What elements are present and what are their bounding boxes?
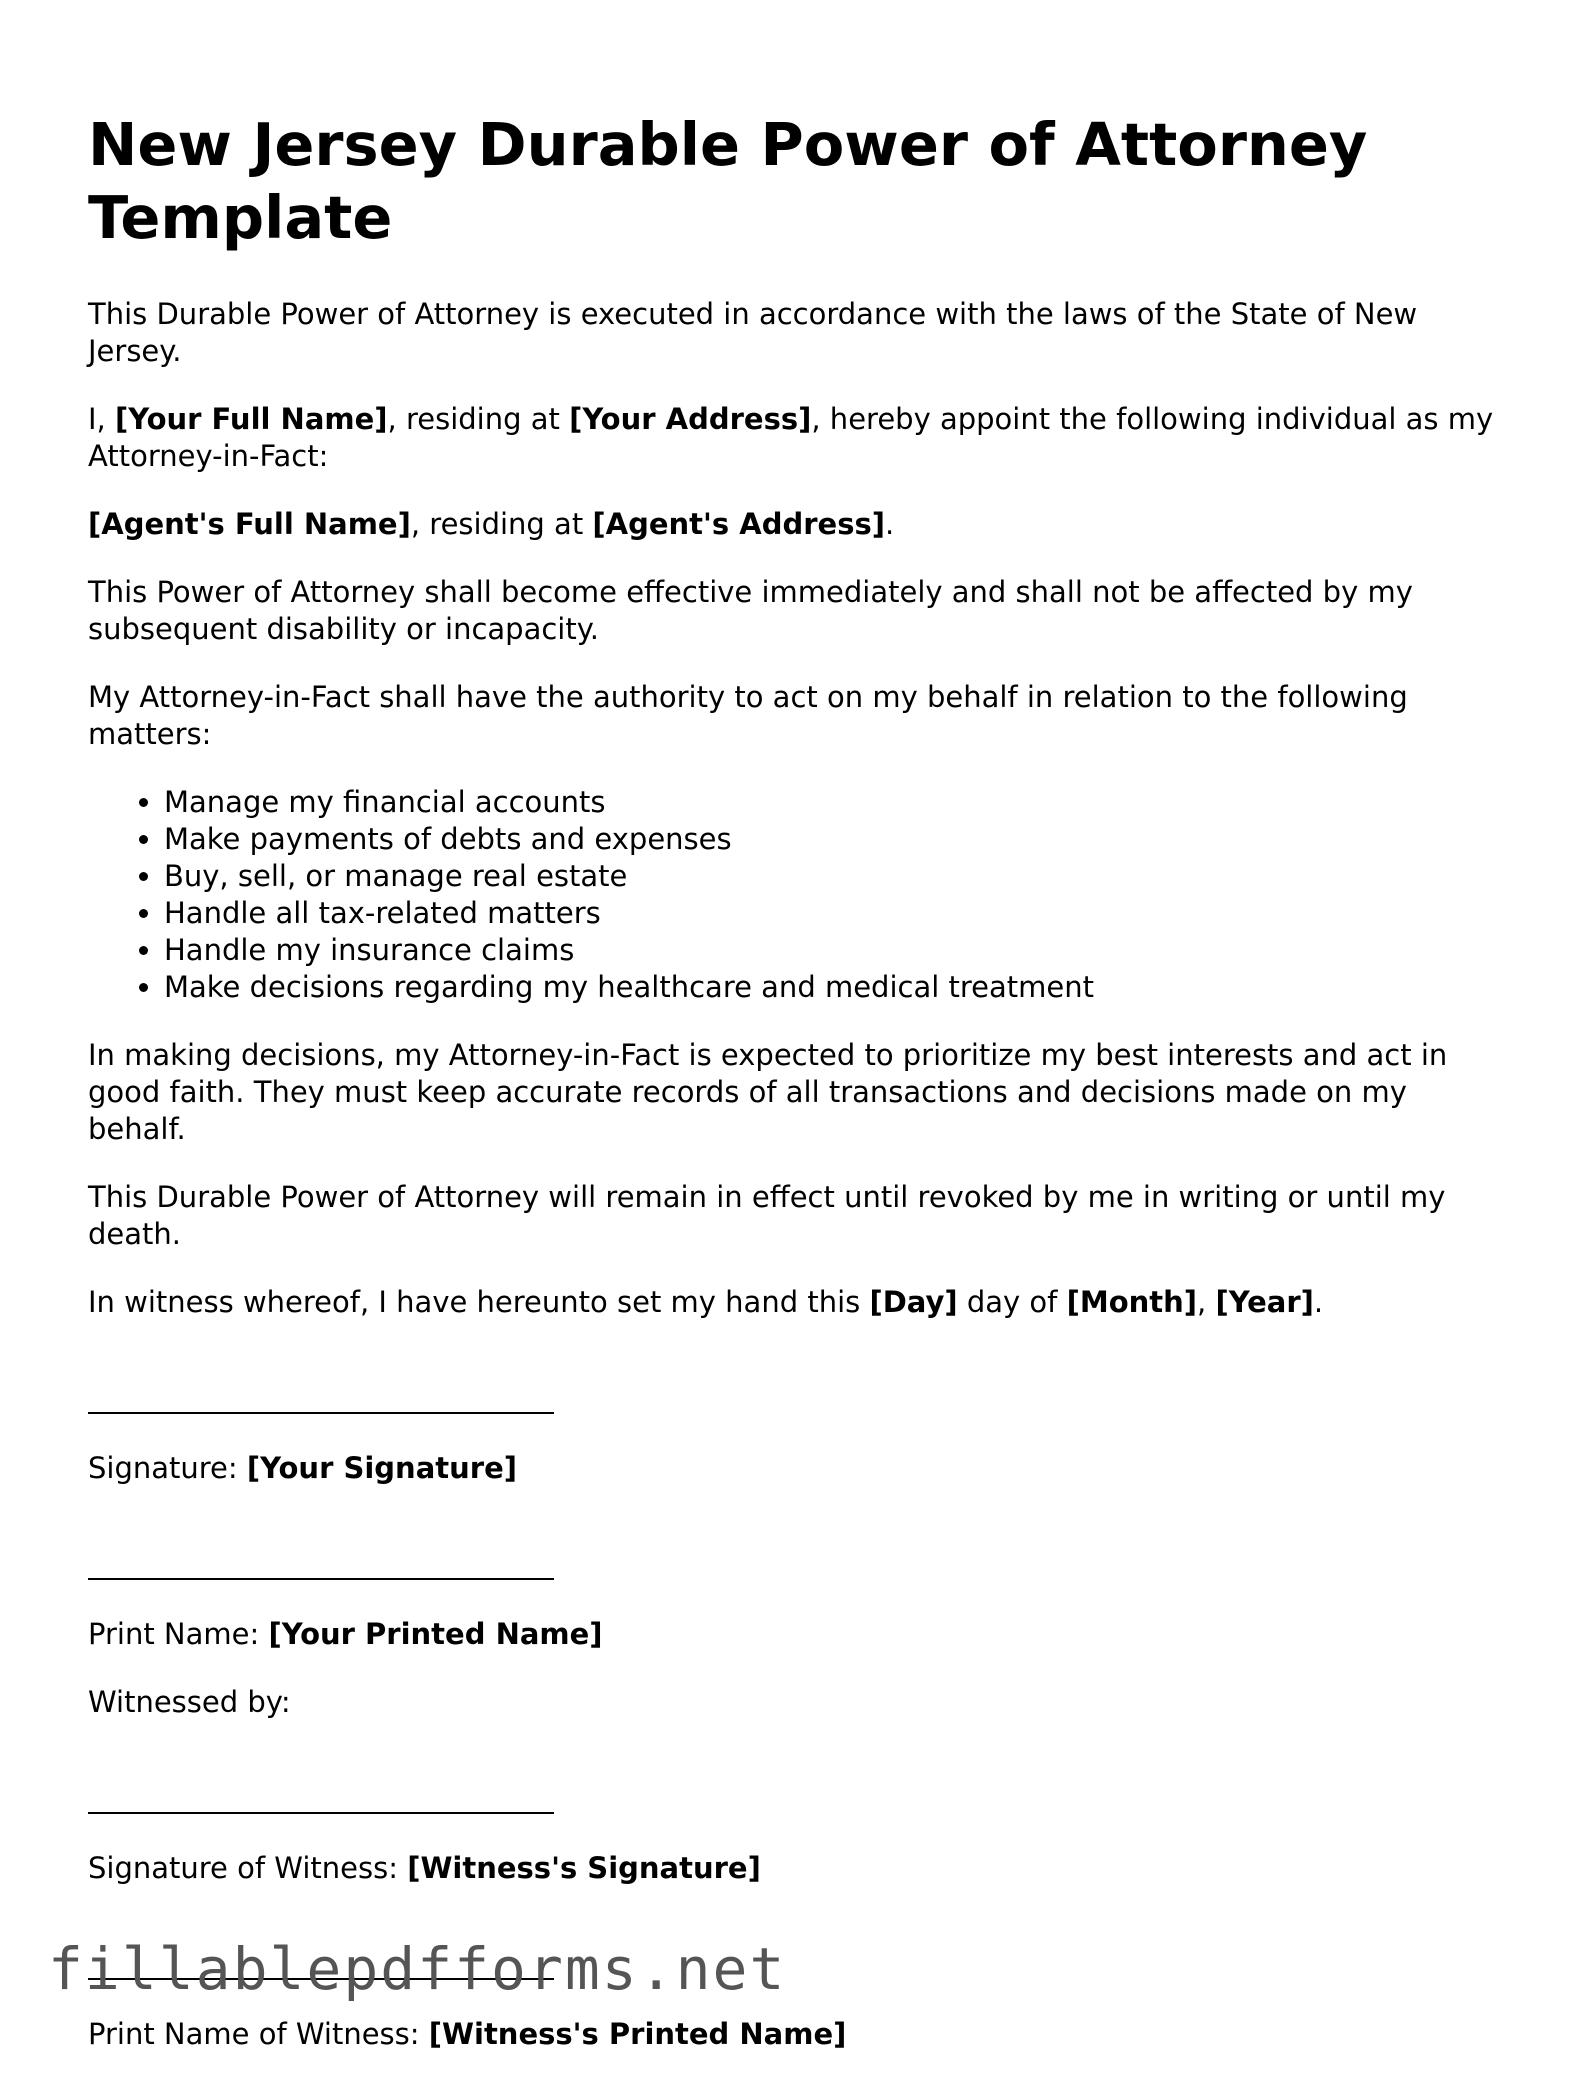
signature-label: Signature: xyxy=(88,1451,247,1485)
print-name-line xyxy=(88,1548,1508,1585)
witness-signature-label: Signature of Witness: xyxy=(88,1851,408,1885)
agent-suffix: . xyxy=(884,507,895,541)
agent-paragraph xyxy=(88,506,1508,543)
signature-placeholder: [Your Signature] xyxy=(246,1451,517,1485)
month-placeholder: [Month] xyxy=(1066,1285,1198,1319)
witness-clause-mid: day of xyxy=(957,1285,1067,1319)
document-page xyxy=(88,108,1508,2084)
appointment-suffix: , hereby appoint the following individual as my Attorney-in-Fact: xyxy=(88,402,1494,473)
list-item: • Buy, sell, or manage real estate xyxy=(164,858,1508,895)
principal-address-placeholder: [Your Address] xyxy=(569,402,812,436)
witness-print-name-placeholder: [Witness's Printed Name] xyxy=(428,2017,847,2051)
year-placeholder: [Year] xyxy=(1215,1285,1314,1319)
witnessed-by-label: Witnessed by: xyxy=(88,1685,291,1719)
day-placeholder: [Day] xyxy=(869,1285,958,1319)
witness-clause-comma: , xyxy=(1197,1285,1216,1319)
appointment-mid: , residing at xyxy=(387,402,570,436)
list-item: • Manage my financial accounts xyxy=(164,784,1508,821)
duration-paragraph: This Durable Power of Attorney will remain in effect until revoked by me in writing or until my death. xyxy=(88,1180,1446,1251)
spacer xyxy=(88,1752,1508,1782)
spacer xyxy=(88,1352,1508,1382)
agent-mid: , residing at xyxy=(410,507,593,541)
print-name-label: Print Name: xyxy=(88,1617,269,1651)
appointment-paragraph xyxy=(88,401,1508,475)
intro-paragraph: This Durable Power of Attorney is executed in accordance with the laws of the State of New Jersey. xyxy=(88,297,1418,368)
list-item: • Handle all tax-related matters xyxy=(164,895,1508,932)
appointment-prefix: I, xyxy=(88,402,115,436)
witness-signature-field xyxy=(88,1850,1508,1887)
witness-clause-suffix: . xyxy=(1313,1285,1324,1319)
witness-print-name-field xyxy=(88,2016,1508,2053)
print-name-field xyxy=(88,1616,1508,1653)
witness-clause-prefix: In witness whereof, I have hereunto set my hand this xyxy=(88,1285,870,1319)
authority-intro-paragraph: My Attorney-in-Fact shall have the authority to act on my behalf in relation to the following matters: xyxy=(88,680,1408,751)
witness-signature-rule xyxy=(88,1812,554,1814)
list-item: • Make decisions regarding my healthcare and medical treatment xyxy=(164,969,1508,1006)
signature-rule xyxy=(88,1412,554,1414)
witness-clause-paragraph xyxy=(88,1284,1508,1321)
witness-print-name-label: Print Name of Witness: xyxy=(88,2017,429,2051)
agent-address-placeholder: [Agent's Address] xyxy=(592,507,885,541)
watermark: fillablepdfforms.net xyxy=(48,1935,787,2003)
signature-field xyxy=(88,1450,1508,1487)
spacer xyxy=(88,1518,1508,1548)
document-title: New Jersey Durable Power of Attorney Template xyxy=(88,110,1368,252)
agent-name-placeholder: [Agent's Full Name] xyxy=(88,507,411,541)
duties-paragraph: In making decisions, my Attorney-in-Fact is expected to prioritize my best interests and act in good faith. They must keep accurate records of all transactions and decisions made on my behalf. xyxy=(88,1038,1448,1146)
effective-paragraph: This Power of Attorney shall become effective immediately and shall not be affected by my subsequent disability or incapacity. xyxy=(88,575,1413,646)
witness-signature-line xyxy=(88,1782,1508,1819)
list-item: • Make payments of debts and expenses xyxy=(164,821,1508,858)
principal-name-placeholder: [Your Full Name] xyxy=(115,402,388,436)
print-name-rule xyxy=(88,1578,554,1580)
print-name-placeholder: [Your Printed Name] xyxy=(268,1617,603,1651)
powers-list xyxy=(88,784,1508,1006)
signature-line xyxy=(88,1382,1508,1419)
list-item: • Handle my insurance claims xyxy=(164,932,1508,969)
witness-signature-placeholder: [Witness's Signature] xyxy=(407,1851,761,1885)
